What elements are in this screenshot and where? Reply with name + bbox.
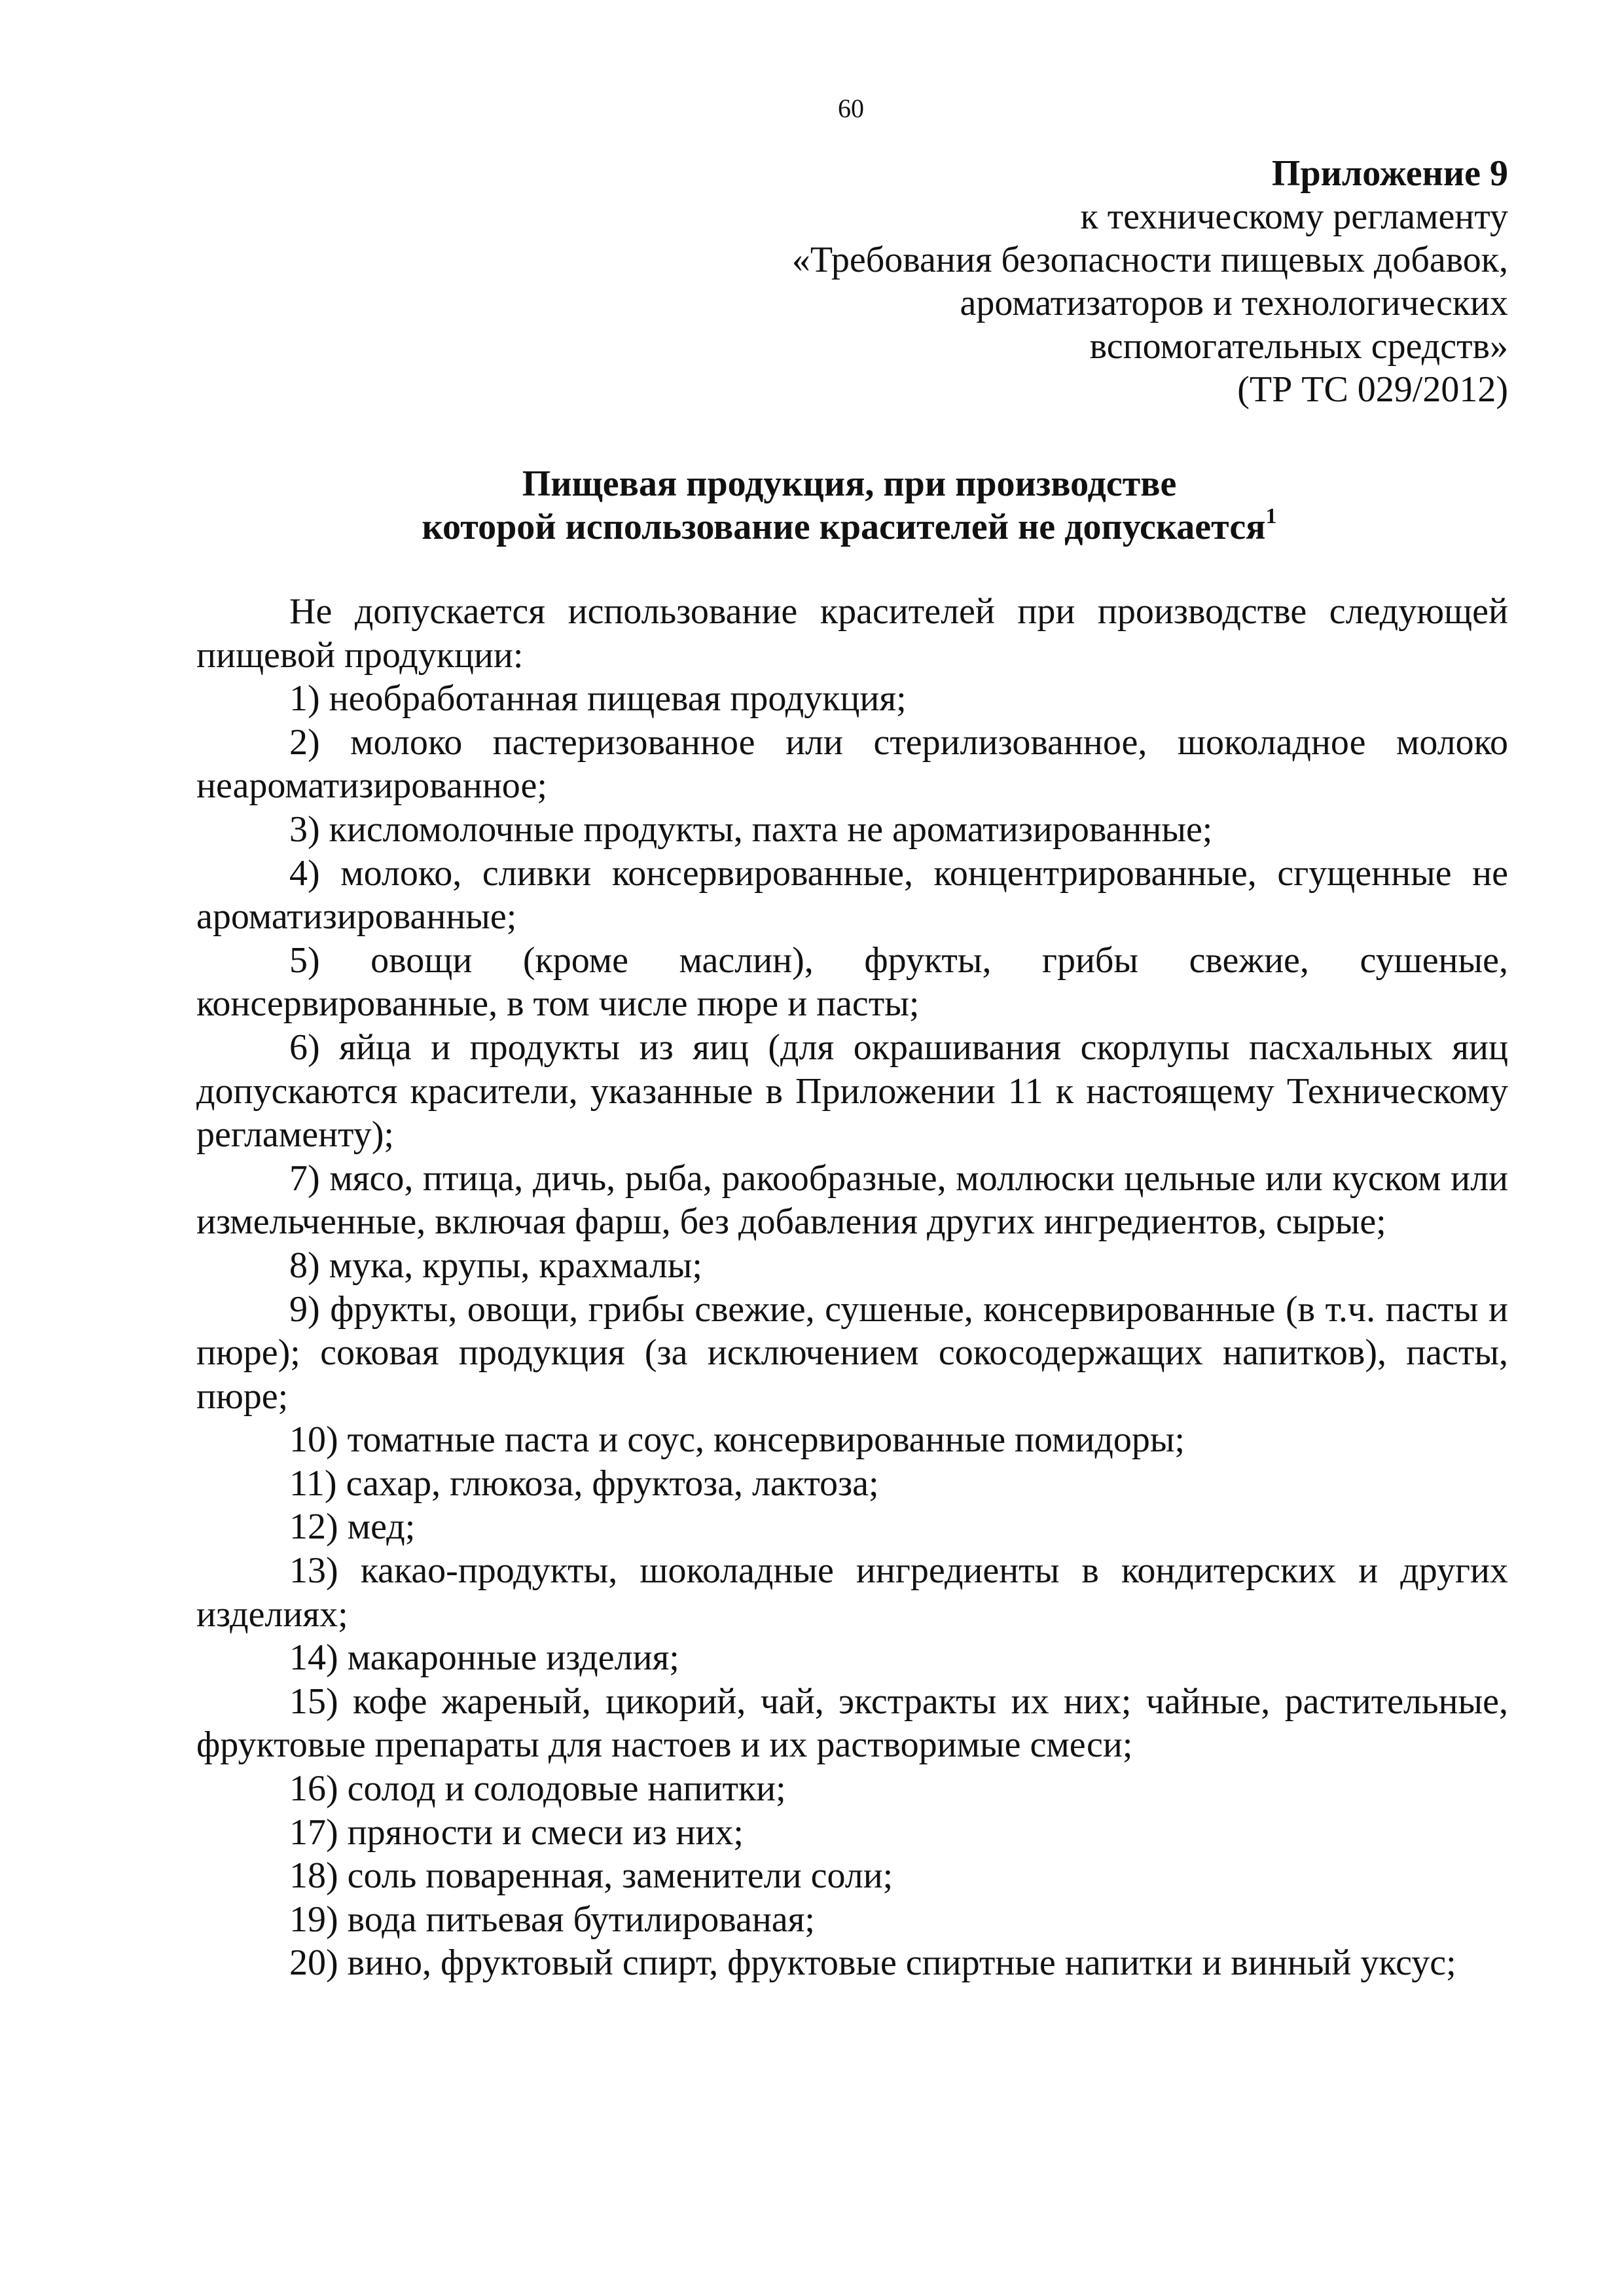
list-item: 3) кисломолочные продукты, пахта не ароматизированные; <box>289 809 1213 850</box>
list-item: 19) вода питьевая бутилированая; <box>289 1899 815 1940</box>
intro-paragraph: Не допускается использование красителей при производстве следующей пищевой продукции: <box>196 591 1508 676</box>
document-heading <box>196 462 1502 549</box>
page-number: 60 <box>838 94 864 123</box>
list-item: 10) томатные паста и соус, консервированные помидоры; <box>289 1419 1185 1461</box>
list-item: 12) мед; <box>289 1506 416 1548</box>
list-item: 4) молоко, сливки консервированные, концентрированные, сгущенные не ароматизированные; <box>196 852 1508 938</box>
heading-line-2-text: которой использование красителей не допускается <box>422 507 1266 547</box>
list-item: 11) сахар, глюкоза, фруктоза, лактоза; <box>289 1463 879 1504</box>
heading-line-2 <box>196 505 1502 549</box>
appendix-header <box>720 152 1508 411</box>
list-item: 16) солод и солодовые напитки; <box>289 1768 786 1810</box>
list-item: 15) кофе жареный, цикорий, чай, экстракты их них; чайные, растительные, фруктовые препараты для настоев и их растворимые смеси; <box>196 1681 1508 1766</box>
list-item: 2) молоко пастеризованное или стерилизованное, шоколадное молоко неароматизированное; <box>196 721 1508 807</box>
list-item: 5) овощи (кроме маслин), фрукты, грибы свежие, сушеные, консервированные, в том числе пюре и пасты; <box>196 939 1508 1025</box>
list-item: 14) макаронные изделия; <box>289 1637 679 1679</box>
footnote-marker: 1 <box>1265 504 1277 528</box>
appendix-line-1: к техническому регламенту <box>1080 196 1508 237</box>
heading-line-1: Пищевая продукция, при производстве <box>522 464 1177 504</box>
list-item: 18) соль поваренная, заменители соли; <box>289 1855 893 1897</box>
list-item: 17) пряности и смеси из них; <box>289 1812 744 1853</box>
list-item: 20) вино, фруктовый спирт, фруктовые спиртные напитки и винный уксус; <box>289 1942 1456 1984</box>
appendix-line-3: ароматизаторов и технологических <box>960 283 1508 323</box>
appendix-title: Приложение 9 <box>1271 153 1508 194</box>
appendix-line-2: «Требования безопасности пищевых добавок, <box>791 240 1508 280</box>
list-item: 1) необработанная пищевая продукция; <box>289 678 907 720</box>
list-item: 6) яйца и продукты из яиц (для окрашивания скорлупы пасхальных яиц допускаются красители, указанные в Приложении 11 к настоящему Техническому регламенту); <box>196 1027 1508 1156</box>
appendix-line-5: (ТР ТС 029/2012) <box>1237 369 1508 410</box>
list-item: 8) мука, крупы, крахмалы; <box>289 1245 702 1286</box>
list-item: 7) мясо, птица, дичь, рыба, ракообразные, моллюски цельные или куском или измельченные, включая фарш, без добавления других ингредиентов, сырые; <box>196 1157 1508 1243</box>
list-item: 9) фрукты, овощи, грибы свежие, сушеные, консервированные (в т.ч. пасты и пюре); соковая продукция (за исключением сокосодержащих напитков), пасты, пюре; <box>196 1288 1508 1417</box>
body-text <box>196 590 1508 1985</box>
list-item: 13) какао-продукты, шоколадные ингредиенты в кондитерских и других изделиях; <box>196 1550 1508 1635</box>
appendix-line-4: вспомогательных средств» <box>1089 326 1508 367</box>
